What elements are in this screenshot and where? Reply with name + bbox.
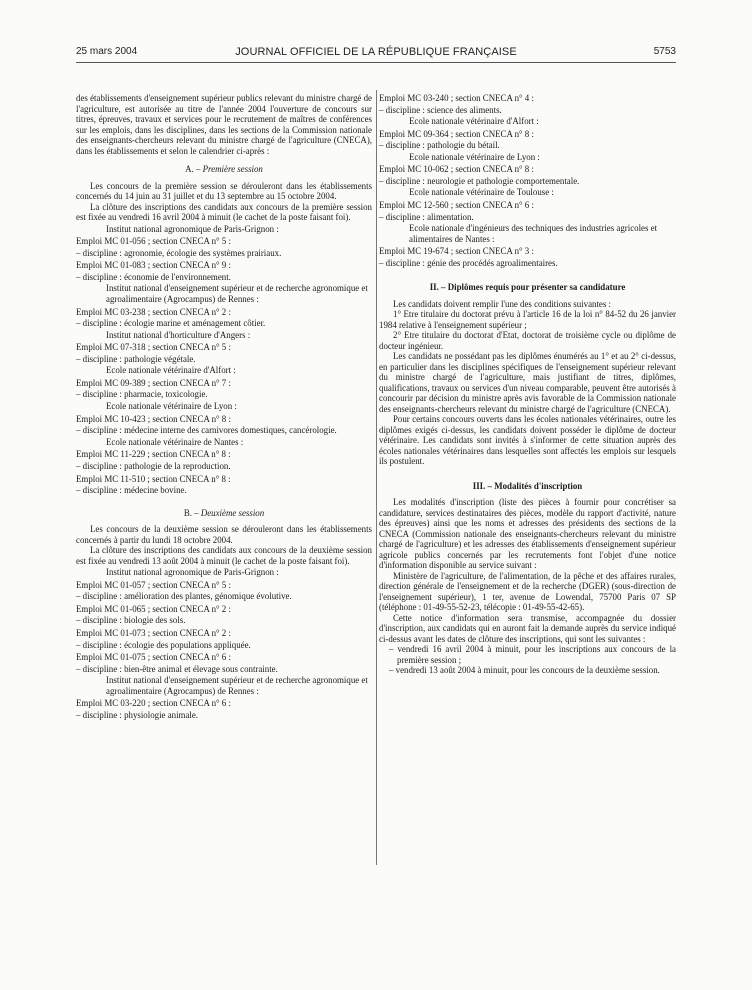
discipline-item: – discipline : écologie marine et aménagement côtier. bbox=[76, 318, 266, 329]
emploi-entry: Emploi MC 01-083 ; section CNECA n° 9 : bbox=[76, 260, 231, 271]
deadline-item: – vendredi 16 avril 2004 à minuit, pour les inscriptions aux concours de la première session ; bbox=[389, 644, 676, 665]
discipline-item: – discipline : pathologie du bétail. bbox=[379, 140, 500, 151]
section-iii-heading: III. – Modalités d'inscription bbox=[472, 480, 583, 491]
institution-name: Ecole nationale vétérinaire de Toulouse : bbox=[409, 187, 554, 198]
page-number: 5753 bbox=[653, 46, 676, 57]
deadline-item: – vendredi 13 août 2004 à minuit, pour les concours de la deuxième session. bbox=[389, 665, 660, 676]
section-a-paragraph-1: Les concours de la première session se dérouleront dans les établissements concernés du 14 juin au 31 juillet et du 13 septembre au 15 octobre 2004. bbox=[76, 180, 372, 201]
section-iii-paragraph: Cette notice d'information sera transmise, accompagnée du dossier d'inscription, aux candidats qui en auront fait la demande auprès du service indiqué ci-dessus avant les dates de clôture des inscriptions, qui sont les suivantes : bbox=[379, 612, 676, 644]
institution-name: Institut national agronomique de Paris-Grignon : bbox=[106, 223, 279, 234]
emploi-entry: Emploi MC 09-364 ; section CNECA n° 8 : bbox=[379, 128, 534, 139]
emploi-entry: Emploi MC 01-073 ; section CNECA n° 2 : bbox=[76, 628, 231, 639]
institution-name: Ecole nationale d'ingénieurs des techniques des industries agricoles et alimentaires de Nantes : bbox=[409, 223, 658, 244]
intro-paragraph: des établissements d'enseignement supérieur publics relevant du ministre chargé de l'agriculture, est autorisée au titre de l'année 2004 l'ouverture de concours sur titres, épreuves, travaux et services pour le recrutement de maîtres de conférences sur les emplois, dans les disciplines, dans les sections de la Commission nationale des enseignants-chercheurs relevant du ministre chargé de l'agriculture (CNECA), dans les établissements et selon le calendrier ci-après : bbox=[76, 93, 372, 156]
institution-name: Institut national agronomique de Paris-Grignon : bbox=[106, 567, 279, 577]
section-ii-paragraph: Les candidats doivent remplir l'une des conditions suivantes : bbox=[393, 298, 612, 309]
discipline-item: – discipline : écologie des populations appliquée. bbox=[76, 639, 251, 650]
header-rule bbox=[76, 62, 676, 63]
discipline-item: – discipline : pathologie de la reproduction. bbox=[76, 460, 231, 471]
emploi-entry: Emploi MC 01-057 ; section CNECA n° 5 : bbox=[76, 579, 231, 590]
discipline-item: – discipline : économie de l'environnement. bbox=[76, 271, 231, 282]
institution-name: Ecole nationale vétérinaire d'Alfort : bbox=[106, 365, 236, 376]
emploi-entry: Emploi MC 03-238 ; section CNECA n° 2 : bbox=[76, 306, 231, 317]
emploi-entry: Emploi MC 09-389 ; section CNECA n° 7 : bbox=[76, 377, 231, 388]
emploi-entry: Emploi MC 11-229 ; section CNECA n° 8 : bbox=[76, 449, 231, 460]
discipline-item: – discipline : génie des procédés agroalimentaires. bbox=[379, 257, 558, 268]
discipline-item: – discipline : pharmacie, toxicologie. bbox=[76, 389, 208, 400]
institution-name: Ecole nationale vétérinaire d'Alfort : bbox=[409, 116, 539, 126]
discipline-item: – discipline : médecine interne des carnivores domestiques, cancérologie. bbox=[76, 425, 337, 436]
header-date: 25 mars 2004 bbox=[76, 46, 138, 57]
emploi-entry: Emploi MC 10-423 ; section CNECA n° 8 : bbox=[76, 413, 231, 424]
discipline-item: – discipline : bien-être animal et élevage sous contrainte. bbox=[76, 663, 278, 674]
section-b-paragraph-1: Les concours de la deuxième session se dérouleront dans les établissements concernés à partir du lundi 18 octobre 2004. bbox=[76, 524, 372, 545]
institution-name: Institut national d'enseignement supérieur et de recherche agronomique et agroalimentaire (Agrocampus) de Rennes : bbox=[106, 675, 368, 696]
section-ii-paragraph: 1° Etre titulaire du doctorat prévu à l'article 16 de la loi n° 84-52 du 26 janvier 1984 relative à l'enseignement supérieur ; bbox=[379, 309, 676, 330]
emploi-entry: Emploi MC 12-560 ; section CNECA n° 6 : bbox=[379, 200, 534, 211]
section-ii-paragraph: Pour certains concours ouverts dans les écoles nationales vétérinaires, outre les diplômes exigés ci-dessus, les candidats doivent posséder le diplôme de docteur vétérinaire. Les candidats sont invités à s'informer de cette situation auprès des écoles nationales vétérinaires dans lesquelles sont affectés les emplois sur lesquels ils postulent. bbox=[379, 414, 676, 467]
emploi-entry: Emploi MC 10-062 ; section CNECA n° 8 : bbox=[379, 164, 534, 175]
discipline-item: – discipline : amélioration des plantes, génomique évolutive. bbox=[76, 591, 292, 602]
section-a-heading bbox=[76, 164, 372, 175]
emploi-entry: Emploi MC 01-056 ; section CNECA n° 5 : bbox=[76, 236, 231, 247]
institution-name: Institut national d'enseignement supérieur et de recherche agronomique et agroalimentaire (Agrocampus) de Rennes : bbox=[106, 283, 368, 304]
page-header bbox=[76, 46, 676, 60]
emploi-entry: Emploi MC 01-065 ; section CNECA n° 2 : bbox=[76, 603, 231, 614]
column-divider bbox=[376, 90, 377, 865]
section-iii-paragraph: Ministère de l'agriculture, de l'alimentation, de la pêche et des affaires rurales, direction générale de l'enseignement et de la recherche (DGER) (sous-direction de l'enseignement supérieur), 1 ter, avenue de Lowendal, 75700 Paris 07 SP (téléphone : 01-49-55-52-23, télécopie : 01-49-55-42-65). bbox=[379, 570, 676, 613]
section-a-paragraph-2: La clôture des inscriptions des candidats aux concours de la première session est fixée au vendredi 16 avril 2004 à minuit (le cachet de la poste faisant foi). bbox=[76, 201, 372, 222]
section-ii-paragraph: 2° Etre titulaire du doctorat d'Etat, doctorat de troisième cycle ou diplôme de docteur ingénieur. bbox=[379, 330, 676, 351]
discipline-item: – discipline : biologie des sols. bbox=[76, 615, 186, 626]
section-b-title: Deuxième session bbox=[200, 507, 265, 518]
section-iii-paragraph: Les modalités d'inscription (liste des pièces à fournir pour concrétiser sa candidature, services destinataires des pièces, modèle du rapport d'activité, nature des épreuves) ainsi que les noms et adresses des présidents des sections de la CNECA (Commission nationale des enseignants-chercheurs relevant du ministre chargé de l'agriculture) et les adresses des établissements d'enseignement supérieur agricole publics concernés par les recrutements font l'objet d'une notice d'information disponible au service suivant : bbox=[379, 497, 676, 571]
section-a-prefix: A. – bbox=[185, 164, 203, 174]
left-column bbox=[76, 93, 372, 720]
journal-title: JOURNAL OFFICIEL DE LA RÉPUBLIQUE FRANÇAISE bbox=[235, 46, 517, 58]
institution-name: Institut national d'horticulture d'Angers : bbox=[106, 329, 251, 340]
section-b-heading bbox=[76, 508, 372, 519]
right-column bbox=[379, 93, 676, 676]
section-b-paragraph-2: La clôture des inscriptions des candidats aux concours de la deuxième session est fixée au vendredi 13 août 2004 à minuit (le cachet de la poste faisant foi). bbox=[76, 545, 372, 566]
section-ii-heading: II. – Diplômes requis pour présenter sa candidature bbox=[429, 282, 626, 293]
emploi-entry: Emploi MC 03-220 ; section CNECA n° 6 : bbox=[76, 698, 231, 709]
section-a-title: Première session bbox=[202, 164, 263, 174]
institution-name: Ecole nationale vétérinaire de Lyon : bbox=[409, 151, 540, 162]
section-b-prefix: B. – bbox=[183, 507, 201, 518]
discipline-item: – discipline : alimentation. bbox=[379, 211, 474, 222]
emploi-entry: Emploi MC 03-240 ; section CNECA n° 4 : bbox=[379, 93, 534, 103]
discipline-item: – discipline : agronomie, écologie des systèmes prairiaux. bbox=[76, 247, 282, 258]
institution-name: Ecole nationale vétérinaire de Nantes : bbox=[106, 436, 244, 447]
emploi-entry: Emploi MC 19-674 ; section CNECA n° 3 : bbox=[379, 246, 534, 257]
emploi-entry: Emploi MC 01-075 ; section CNECA n° 6 : bbox=[76, 652, 231, 663]
discipline-item: – discipline : neurologie et pathologie comportementale. bbox=[379, 175, 580, 186]
institution-name: Ecole nationale vétérinaire de Lyon : bbox=[106, 400, 237, 411]
discipline-item: – discipline : médecine bovine. bbox=[76, 485, 187, 495]
discipline-item: – discipline : pathologie végétale. bbox=[76, 353, 196, 364]
emploi-entry: Emploi MC 11-510 ; section CNECA n° 8 : bbox=[76, 473, 231, 484]
emploi-entry: Emploi MC 07-318 ; section CNECA n° 5 : bbox=[76, 342, 231, 353]
discipline-item: – discipline : physiologie animale. bbox=[76, 709, 199, 720]
section-ii-paragraph: Les candidats ne possédant pas les diplômes énumérés au 1° et au 2° ci-dessus, en particulier dans les disciplines spécifiques de l'enseignement supérieur relevant du ministre chargé de l'agriculture, mais justifiant de titres, diplômes, qualifications, travaux ou services d'un niveau comparable, peuvent être autorisés à concourir par décision du ministre après avis favorable de la Commission nationale des enseignants-chercheurs relevant du ministre chargé de l'agriculture (CNECA). bbox=[379, 351, 676, 414]
discipline-item: – discipline : science des aliments. bbox=[379, 104, 502, 115]
